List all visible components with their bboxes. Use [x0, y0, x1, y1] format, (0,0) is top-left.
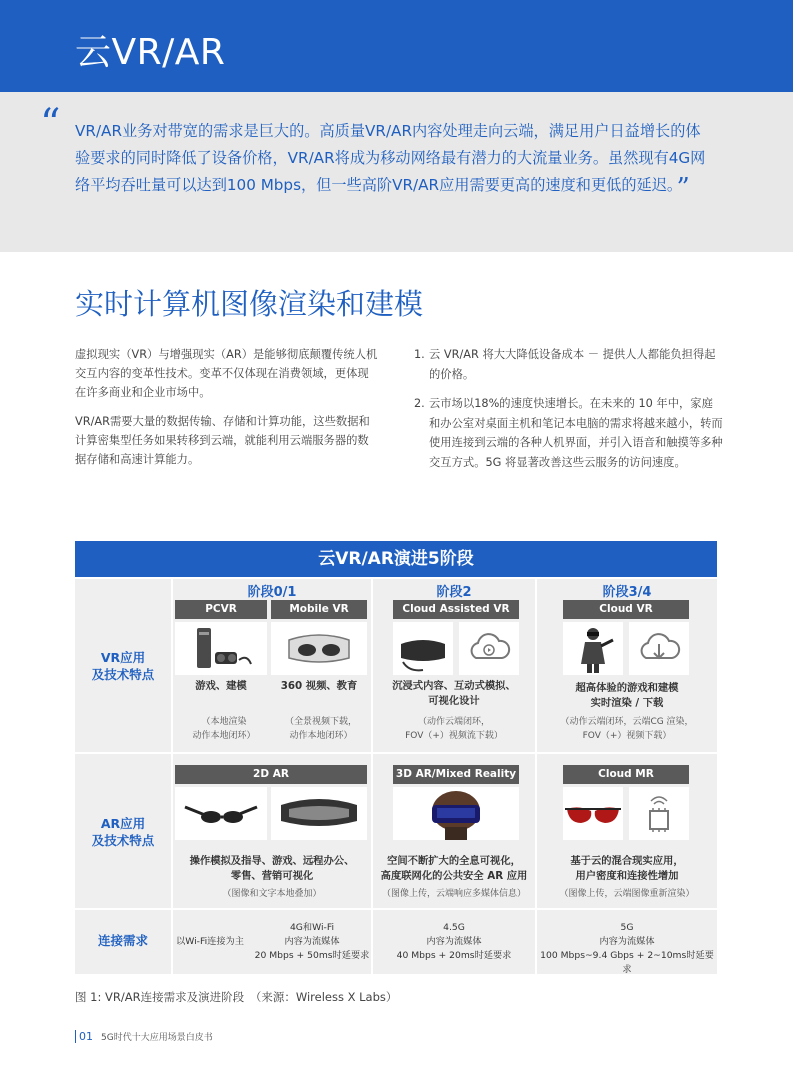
ar-note: （图像和文字本地叠加） — [222, 889, 322, 899]
evolution-table — [75, 541, 717, 975]
stage-title: 阶段0/1 — [247, 585, 297, 600]
row-label-ar: AR应用 及技术特点 — [91, 816, 155, 848]
list-item — [414, 345, 724, 384]
cloud-mr-glasses-image — [563, 787, 623, 840]
conn-requirement: 5G 内容为流媒体 100 Mbps~9.4 Gbps + 2~10ms时延要求 — [540, 922, 714, 975]
quote-text — [75, 118, 715, 202]
cloud-download-icon — [629, 622, 689, 675]
list-text: 云 VR/AR 将大大降低设备成本 － 提供人人都能负担得起的价格。 — [429, 348, 716, 381]
ar-visor-image — [271, 787, 367, 840]
sport-glasses-icon — [563, 787, 623, 840]
conn-requirement: 以Wi-Fi连接为主 — [176, 936, 244, 947]
wireless-chip-icon — [629, 787, 689, 840]
row-label-vr: VR应用 及技术特点 — [91, 650, 155, 682]
vr-feature: 超高体验的游戏和建模 实时渲染 / 下载 — [575, 682, 679, 709]
vr-note: （本地渲染 动作本地闭环） — [192, 717, 256, 741]
paragraph: VR/AR需要大量的数据传输、存储和计算功能，这些数据和计算密集型任务如果转移到云端，就能利用云端服务器的数据存储和高速计算能力。 — [75, 415, 370, 466]
quote-body: VR/AR业务对带宽的需求是巨大的。高质量VR/AR内容处理走向云端，满足用户日益增长的体验要求的同时降低了设备价格，VR/AR将成为移动网络最有潜力的大流量业务。虽然现有4G网络平均吞吐量可以达到100 Mbps，但一些高阶VR/AR应用需要更高的速度和更低的延迟。 — [75, 122, 706, 194]
mr-headset-icon — [393, 787, 519, 840]
mixed-reality-image — [393, 787, 519, 840]
vr-note: （动作云端闭环， FOV（+）视频流下载） — [405, 717, 503, 741]
vr-player-icon — [563, 622, 623, 675]
tag-pcvr: PCVR — [175, 600, 267, 619]
wireless-chip-image — [629, 787, 689, 840]
close-quote-icon: ” — [676, 173, 690, 203]
cloud-vr-gamer-image — [563, 622, 623, 675]
vr-note: （全景视频下载， 动作本地闭环） — [284, 717, 357, 741]
open-quote-icon: “ — [40, 101, 61, 147]
stage-title: 阶段3/4 — [602, 585, 652, 600]
smart-glasses-icon — [175, 787, 267, 840]
footer-text: 5G时代十大应用场景白皮书 — [101, 1033, 213, 1043]
page-title: 云VR/AR — [75, 32, 226, 73]
cloud-play-icon — [459, 622, 519, 675]
conn-requirement: 4.5G 内容为流媒体 40 Mbps + 20ms时延要求 — [396, 922, 512, 961]
list-item — [414, 394, 724, 472]
vr-note: （动作云端闭环，云端CG 渲染， FOV（+）视频下载） — [560, 717, 694, 741]
tag-cloud-mr: Cloud MR — [563, 765, 689, 784]
ar-note: （图像上传，云端响应多媒体信息） — [381, 889, 526, 899]
conn-requirement: 4G和Wi-Fi 内容为流媒体 20 Mbps + 50ms时延要求 — [254, 922, 370, 961]
tethered-headset-icon — [393, 622, 453, 675]
page-number: 01 — [75, 1030, 93, 1043]
paragraph: 虚拟现实（VR）与增强现实（AR）是能够彻底颠覆传统人机交互内容的变革性技术。变革不仅体现在消费领域，更体现在许多商业和企业市场中。 — [75, 348, 378, 399]
ar-note: （图像上传，云端图像重新渲染） — [559, 889, 695, 899]
pc-vr-image — [175, 622, 267, 675]
ar-feature: 基于云的混合现实应用， 用户密度和连接性增加 — [570, 855, 684, 882]
smart-glasses-image — [175, 787, 267, 840]
section-title: 实时计算机图像渲染和建模 — [75, 287, 424, 321]
mobile-vr-image — [271, 622, 367, 675]
left-column — [75, 345, 380, 479]
list-number: 2. — [414, 397, 425, 410]
table-title: 云VR/AR演进5阶段 — [75, 541, 717, 577]
mobile-vr-headset-icon — [271, 622, 367, 675]
cloud-download-image — [629, 622, 689, 675]
right-column — [414, 345, 724, 482]
header-bar — [0, 0, 793, 92]
footer — [75, 1030, 213, 1043]
tag-2d-ar: 2D AR — [175, 765, 367, 784]
vr-feature: 游戏、建模 — [195, 680, 247, 692]
figure-caption: 图 1: VR/AR连接需求及演进阶段 （来源：Wireless X Labs） — [75, 990, 398, 1004]
tag-cloud-vr: Cloud VR — [563, 600, 689, 619]
list-number: 1. — [414, 348, 425, 361]
vr-feature: 沉浸式内容、互动式模拟、 可视化设计 — [392, 680, 516, 707]
cloud-assisted-vr-image — [393, 622, 453, 675]
row-label-conn: 连接需求 — [97, 933, 148, 948]
cloud-video-image — [459, 622, 519, 675]
vr-feature: 360 视频、教育 — [280, 680, 358, 692]
tag-mobile-vr: Mobile VR — [271, 600, 367, 619]
ar-visor-icon — [271, 787, 367, 840]
stage-title: 阶段2 — [436, 585, 472, 600]
ar-feature: 操作模拟及指导、游戏、远程办公、 零售、营销可视化 — [189, 855, 355, 882]
pc-tower-icon — [175, 622, 267, 675]
tag-cloud-assisted-vr: Cloud Assisted VR — [393, 600, 519, 619]
ar-feature: 空间不断扩大的全息可视化， 高度联网化的公共安全 AR 应用 — [380, 855, 528, 882]
list-text: 云市场以18%的速度快速增长。在未来的 10 年中，家庭和办公室对桌面主机和笔记本电脑的需求将越来越小，转而使用连接到云端的各种人机界面，并引入语音和触摸等多种交互方式。5G 将显著改善这些云服务的访问速度。 — [429, 397, 723, 469]
tag-3d-ar-mr: 3D AR/Mixed Reality — [393, 765, 519, 784]
